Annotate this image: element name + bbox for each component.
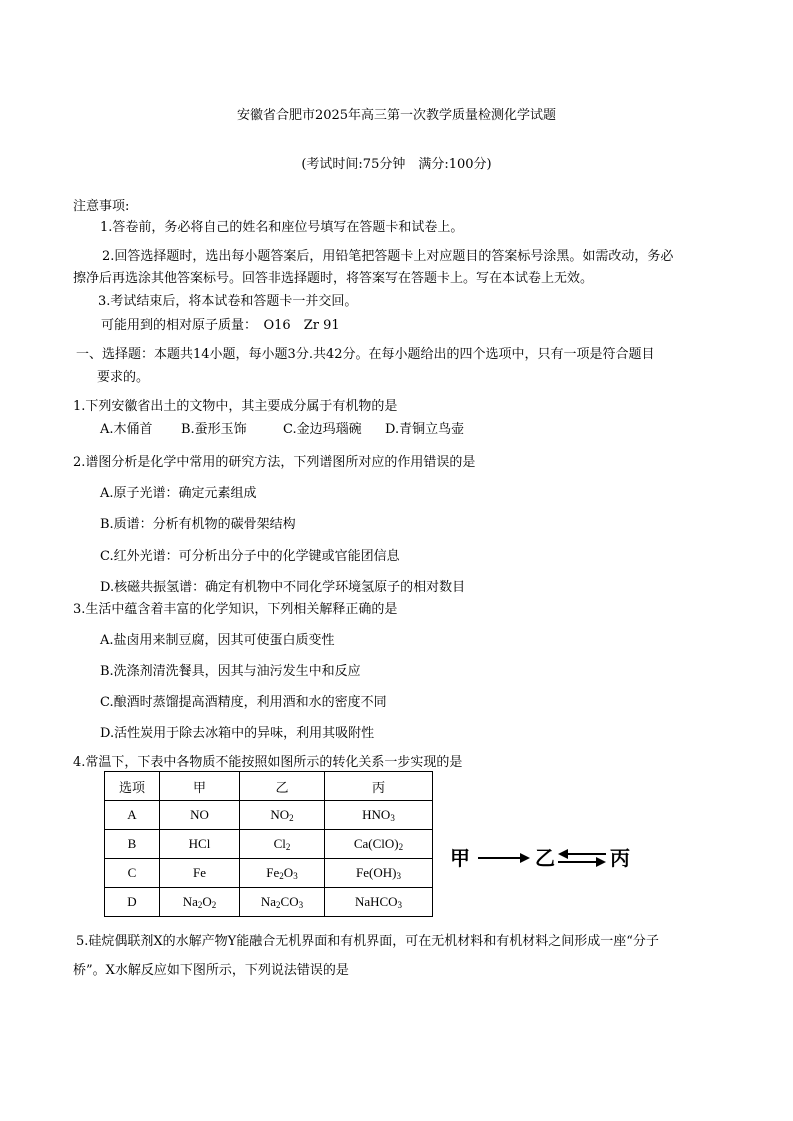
cell-bing: [325, 888, 433, 917]
formula-part: Fe(OH): [356, 865, 397, 880]
section-heading-line-2: 要求的。: [97, 370, 150, 385]
cell-option: C: [105, 859, 160, 888]
formula-part: Fe: [266, 865, 280, 880]
formula-sub: 2: [211, 900, 217, 910]
cell-jia: [160, 888, 240, 917]
formula-sub: 2: [276, 900, 281, 910]
forward-arrow-icon: [476, 843, 532, 873]
notice-item-3: 3.考试结束后，将本试卷和答题卡一并交回。: [98, 294, 358, 309]
page-title: 安徽省合肥市2025年高三第一次教学质量检测化学试题: [236, 108, 557, 123]
q2-option-a: A.原子光谱：确定元素组成: [100, 486, 257, 501]
cell-jia: Fe: [160, 859, 240, 888]
notice-heading: 注意事项:: [73, 199, 130, 214]
conversion-diagram: [450, 843, 640, 873]
cell-bing: [325, 859, 433, 888]
formula-sub: 3: [397, 900, 403, 910]
q2-option-b: B.质谱：分析有机物的碳骨架结构: [100, 517, 296, 532]
cell-yi: [240, 859, 325, 888]
cell-option: A: [105, 801, 160, 830]
formula-sub: 3: [293, 871, 298, 881]
header-option: 选项: [105, 772, 160, 801]
diagram-label-bing: 丙: [610, 846, 630, 870]
formula-sub: 3: [390, 813, 395, 823]
formula-sub: 2: [279, 871, 284, 881]
q3-option-b: B.洗涤剂清洗餐具，因其与油污发生中和反应: [100, 664, 361, 679]
formula-part: NaHCO: [354, 894, 398, 909]
exam-info: (考试时间:75分钟 满分:100分): [301, 157, 492, 172]
formula-part: Cl: [273, 836, 286, 851]
formula-part: O: [202, 894, 212, 909]
diagram-label-jia: 甲: [450, 846, 470, 870]
table-row: [105, 888, 433, 917]
q5-stem-line-1: 5.硅烷偶联剂X的水解产物Y能融合无机界面和有机界面，可在无机材料和有机材料之间形成一座“分子: [76, 934, 659, 949]
formula-part: CO: [280, 894, 299, 909]
cell-yi: [240, 801, 325, 830]
formula-sub: 2: [289, 813, 294, 823]
notice-item-2-line-1: 2.回答选择题时，选出每小题答案后，用铅笔把答题卡上对应题目的答案标号涂黑。如需改动，务必: [102, 249, 674, 264]
formula-part: HNO: [362, 807, 391, 822]
table-row: [105, 801, 433, 830]
formula-sub: 3: [396, 871, 401, 881]
formula-part: Na: [260, 894, 277, 909]
cell-yi: [240, 830, 325, 859]
q1-option-b: B.蚕形玉饰: [181, 422, 247, 437]
q3-stem: 3.生活中蕴含着丰富的化学知识，下列相关解释正确的是: [73, 602, 398, 617]
q2-stem: 2.谱图分析是化学中常用的研究方法，下列谱图所对应的作用错误的是: [73, 455, 476, 470]
cell-option: B: [105, 830, 160, 859]
cell-option: D: [105, 888, 160, 917]
q3-option-c: C.酿酒时蒸馏提高酒精度，利用酒和水的密度不同: [100, 695, 387, 710]
cell-bing: [325, 801, 433, 830]
reversible-arrow-icon: [556, 843, 608, 873]
q4-stem: 4.常温下，下表中各物质不能按照如图所示的转化关系一步实现的是: [73, 755, 463, 770]
formula-sub: 3: [298, 900, 304, 910]
q4-table: [104, 771, 433, 917]
diagram-label-yi: 乙: [535, 846, 555, 870]
formula-part: O: [283, 865, 294, 880]
q2-option-d: D.核磁共振氢谱：确定有机物中不同化学环境氢原子的相对数目: [100, 580, 466, 595]
q1-option-c: C.金边玛瑙碗: [283, 422, 362, 437]
cell-yi: [240, 888, 325, 917]
header-bing: 丙: [325, 772, 433, 801]
q2-option-c: C.红外光谱：可分析出分子中的化学键或官能团信息: [100, 549, 400, 564]
q1-stem: 1.下列安徽省出土的文物中，其主要成分属于有机物的是: [73, 399, 398, 414]
formula-part: NO: [270, 807, 290, 822]
formula-part: Na: [182, 894, 198, 909]
cell-bing: [325, 830, 433, 859]
table-header-row: [105, 772, 433, 801]
atomic-mass-line: 可能用到的相对原子质量： O16 Zr 91: [101, 318, 340, 333]
formula-sub: 2: [285, 842, 291, 852]
notice-item-1: 1.答卷前，务必将自己的姓名和座位号填写在答题卡和试卷上。: [100, 220, 464, 235]
formula-sub: 2: [197, 900, 203, 910]
notice-item-2-line-2: 擦净后再选涂其他答案标号。回答非选择题时，将答案写在答题卡上。写在本试卷上无效。: [73, 271, 594, 286]
formula-sub: 2: [398, 842, 404, 852]
q3-option-a: A.盐卤用来制豆腐，因其可使蛋白质变性: [100, 633, 335, 648]
table-row: [105, 859, 433, 888]
section-heading-line-1: 一、选择题：本题共14小题，每小题3分.共42分。在每小题给出的四个选项中，只有一项是符合题目: [76, 347, 655, 362]
header-yi: 乙: [240, 772, 325, 801]
q1-option-d: D.青铜立鸟壶: [385, 422, 465, 437]
table-row: [105, 830, 433, 859]
cell-jia: NO: [160, 801, 240, 830]
header-jia: 甲: [160, 772, 240, 801]
q5-stem-line-2: 桥”。X水解反应如下图所示，下列说法错误的是: [73, 963, 349, 978]
q1-option-a: A.木俑首: [100, 422, 153, 437]
formula-part: Ca(ClO): [353, 836, 399, 851]
q3-option-d: D.活性炭用于除去冰箱中的异味，利用其吸附性: [100, 726, 375, 741]
cell-jia: HCl: [160, 830, 240, 859]
